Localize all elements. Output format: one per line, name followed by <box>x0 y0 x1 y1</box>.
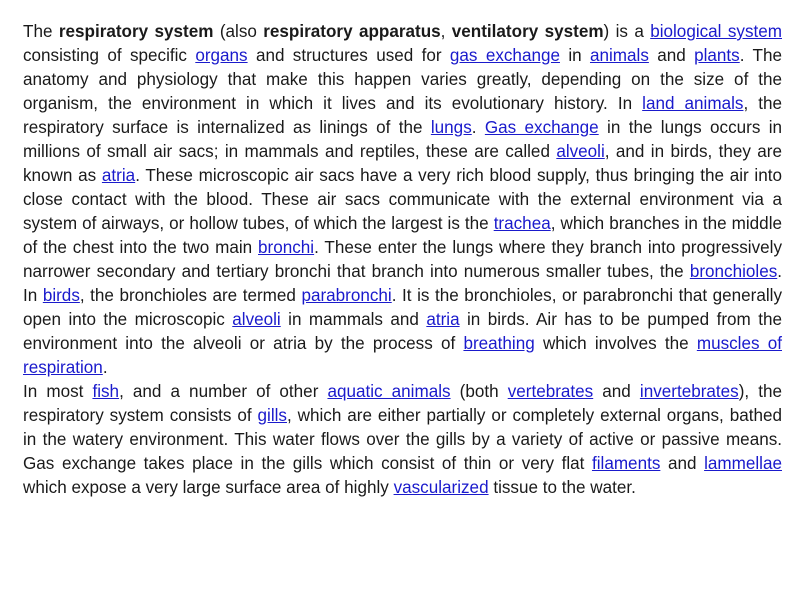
link-lammellae[interactable]: lammellae <box>704 454 782 473</box>
link-alveoli[interactable]: alveoli <box>556 142 605 161</box>
text-run: (also <box>213 22 264 41</box>
text-run: In most <box>23 382 93 401</box>
text-run: . The anatomy and physiology that make this happen varies greatly, depending on the size of the organism, the environment in which it lives and its evolutionary history. In <box>23 46 782 113</box>
link-bronchioles[interactable]: bronchioles <box>689 262 778 281</box>
link-bronchi[interactable]: bronchi <box>258 238 315 257</box>
text-run: and <box>648 46 695 65</box>
text-run: in the lungs occurs in millions of small air sacs; in mammals and reptiles, these are called <box>23 118 783 161</box>
text-run: tissue to the water. <box>488 478 636 497</box>
text-run: which involves the <box>534 334 697 353</box>
link-gas-exchange[interactable]: gas exchange <box>449 46 560 65</box>
link-lungs[interactable]: lungs <box>430 118 472 137</box>
link-breathing[interactable]: breathing <box>463 334 535 353</box>
text-run: (both <box>450 382 508 401</box>
text-run: ) is a <box>603 22 651 41</box>
text-run: . In <box>23 262 782 305</box>
text-run: . <box>102 358 108 377</box>
link-biological-system[interactable]: biological system <box>650 22 782 41</box>
bold-term: respiratory system <box>58 22 214 41</box>
text-run: . It is the bronchioles, or parabronchi that generally open into the microscopic <box>23 286 782 329</box>
text-run: in birds. Air has to be pumped from the environment into the alveoli or atria by the process of <box>23 310 782 353</box>
text-run: which expose a very large surface area of highly <box>23 478 394 497</box>
text-run: consisting of specific <box>23 46 196 65</box>
text-run: , <box>440 22 452 41</box>
link-atria[interactable]: atria <box>101 166 136 185</box>
link-plants[interactable]: plants <box>694 46 740 65</box>
paragraph-2 <box>23 380 782 500</box>
link-muscles-of-respiration[interactable]: muscles of respiration <box>23 334 782 377</box>
link-gas-exchange[interactable]: Gas exchange <box>484 118 599 137</box>
text-run: , and a number of other <box>119 382 328 401</box>
text-run: , which are either partially or completely external organs, bathed in the watery environment. This water flows over the gills by a variety of active or passive means. Gas exchange takes place in the gills which consist of thin or very flat <box>23 406 782 473</box>
bold-term: respiratory apparatus <box>263 22 441 41</box>
link-gills[interactable]: gills <box>257 406 287 425</box>
link-birds[interactable]: birds <box>42 286 80 305</box>
link-alveoli[interactable]: alveoli <box>232 310 281 329</box>
bold-term: ventilatory system <box>451 22 604 41</box>
text-run: . These enter the lungs where they branch into progressively narrower secondary and tertiary bronchi that branch into numerous smaller tubes, the <box>23 238 782 281</box>
link-trachea[interactable]: trachea <box>493 214 551 233</box>
text-run: in <box>559 46 590 65</box>
text-run: , the respiratory surface is internalized as linings of the <box>23 94 783 137</box>
text-run: and structures used for <box>247 46 450 65</box>
link-aquatic-animals[interactable]: aquatic animals <box>327 382 451 401</box>
link-invertebrates[interactable]: invertebrates <box>639 382 739 401</box>
text-run: and <box>593 382 640 401</box>
link-vertebrates[interactable]: vertebrates <box>507 382 594 401</box>
text-run: in mammals and <box>280 310 427 329</box>
text-run: The <box>23 22 59 41</box>
link-fish[interactable]: fish <box>92 382 120 401</box>
link-atria[interactable]: atria <box>426 310 460 329</box>
article-body <box>23 20 782 500</box>
paragraph-1 <box>23 20 782 380</box>
text-run: and <box>660 454 705 473</box>
link-land-animals[interactable]: land animals <box>642 94 744 113</box>
link-organs[interactable]: organs <box>195 46 248 65</box>
link-vascularized[interactable]: vascularized <box>393 478 489 497</box>
text-run: . <box>471 118 485 137</box>
text-run: , which branches in the middle of the chest into the two main <box>23 214 782 257</box>
text-run: . These microscopic air sacs have a very rich blood supply, thus bringing the air into close contact with the blood. These air sacs communicate with the external environment via a system of airways, or hollow tubes, of which the largest is the <box>23 166 782 233</box>
text-run: , and in birds, they are known as <box>23 142 782 185</box>
link-animals[interactable]: animals <box>589 46 649 65</box>
text-run: ), the respiratory system consists of <box>23 382 782 425</box>
link-filaments[interactable]: filaments <box>591 454 661 473</box>
link-parabronchi[interactable]: parabronchi <box>301 286 392 305</box>
text-run: , the bronchioles are termed <box>79 286 302 305</box>
